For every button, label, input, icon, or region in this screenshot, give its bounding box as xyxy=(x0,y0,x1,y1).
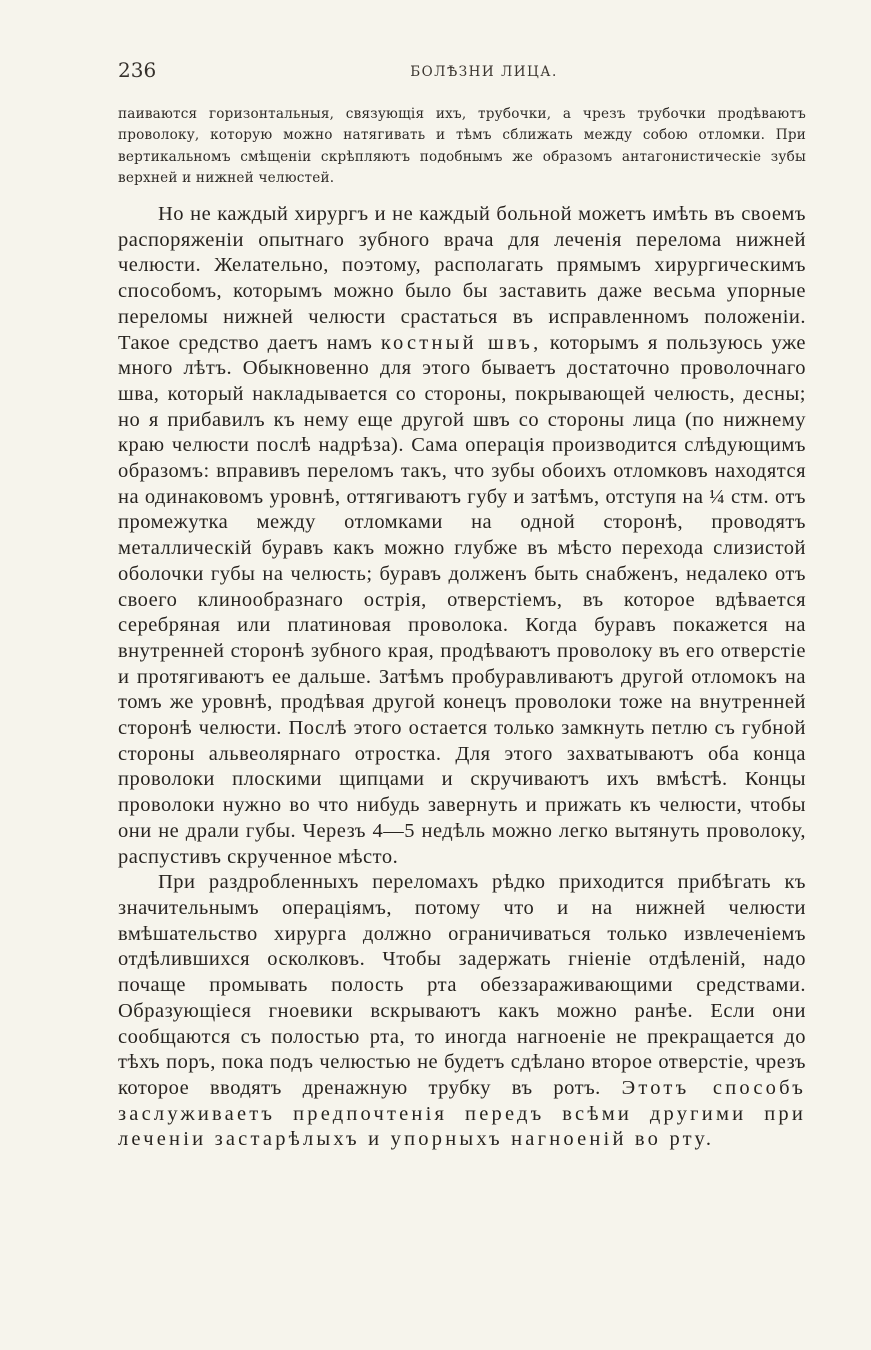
continuation-paragraph: паиваются горизонтальныя, связующія ихъ, трубочки, а чрезъ трубочки продѣваютъ проволоку, которую можно натягивать и тѣмъ сближать между собою отломки. При вертикальномъ смѣщеніи скрѣпляютъ подобнымъ же образомъ антагонистическіе зубы верхней и нижней челюстей. xyxy=(118,106,806,186)
running-title: БОЛѢЗНИ ЛИЦА. xyxy=(410,64,558,80)
paragraph-comminuted-fractures xyxy=(118,870,806,1153)
spaced-emphasis-conclusion: Этотъ способъ заслуживаетъ предпочтенія передъ всѣми другими при леченіи застарѣлыхъ и упорныхъ нагноеній во рту. xyxy=(118,1076,806,1151)
page-header xyxy=(118,58,810,86)
paragraph-1-part-1: Но не каждый хирургъ и не каждый больной можетъ имѣть въ своемъ распоряженіи опытнаго зубного врача для леченія перелома нижней челюсти. Желательно, поэтому, располагать прямымъ хирургическимъ способомъ, которымъ можно было бы заставить даже весьма упорные переломы нижней челюсти срастаться въ исправленномъ положеніи. Такое средство даетъ намъ xyxy=(118,203,806,354)
main-text xyxy=(118,202,806,1153)
paragraph-2-part-1: При раздробленныхъ переломахъ рѣдко приходится прибѣгать къ значительнымъ операціямъ, потому что и на нижней челюсти вмѣшательство хирурга должно ограничиваться только извлеченіемъ отдѣлившихся осколковъ. Чтобы задержать гніеніе отдѣленій, надо почаще промывать полость рта обеззараживающими средствами. Образующіеся гноевики вскрываютъ какъ можно ранѣе. Если они сообщаются съ полостью рта, то иногда нагноеніе не прекращается до тѣхъ поръ, пока подъ челюстью не будетъ сдѣлано второе отверстіе, чрезъ которое вводятъ дренажную трубку въ ротъ. xyxy=(118,871,806,1099)
paragraph-1-part-2: которымъ я пользуюсь уже много лѣтъ. Обыкновенно для этого бываетъ достаточно проволочнаго шва, который накладывается со стороны, покрывающей челюсть, десны; но я прибавилъ къ нему еще другой швъ со стороны лица (по нижнему краю челюсти послѣ надрѣза). Сама операція производится слѣдующимъ образомъ: вправивъ переломъ такъ, что зубы обоихъ отломковъ находятся на одинаковомъ уровнѣ, оттягиваютъ губу и затѣмъ, отступя на ¼ стм. отъ промежутка между отломками на одной сторонѣ, проводятъ металлическій буравъ какъ можно глубже въ мѣсто перехода слизистой оболочки губы на челюсть; буравъ долженъ быть снабженъ, недалеко отъ своего клинообразнаго острія, отверстіемъ, въ которое вдѣвается серебряная или платиновая проволока. Когда буравъ покажется на внутренней сторонѣ зубного края, продѣваютъ проволоку въ его отверстіе и протягиваютъ ее дальше. Затѣмъ пробуравливаютъ другой отломокъ на томъ же уровнѣ, продѣвая другой конецъ проволоки тоже на внутренней сторонѣ челюсти. Послѣ этого остается только замкнуть петлю съ губной стороны альвеолярнаго отростка. Для этого захватываютъ оба конца проволоки плоскими щипцами и скручиваютъ ихъ вмѣстѣ. Концы проволоки нужно во что нибудь завернуть и прижать къ челюсти, чтобы они не драли губы. Черезъ 4—5 недѣль можно легко вытянуть проволоку, распустивъ скрученное мѣсто. xyxy=(118,331,806,868)
paragraph-bone-suture xyxy=(118,202,806,870)
spaced-emphasis-term: костный швъ, xyxy=(380,331,542,354)
page-number: 236 xyxy=(118,58,157,82)
